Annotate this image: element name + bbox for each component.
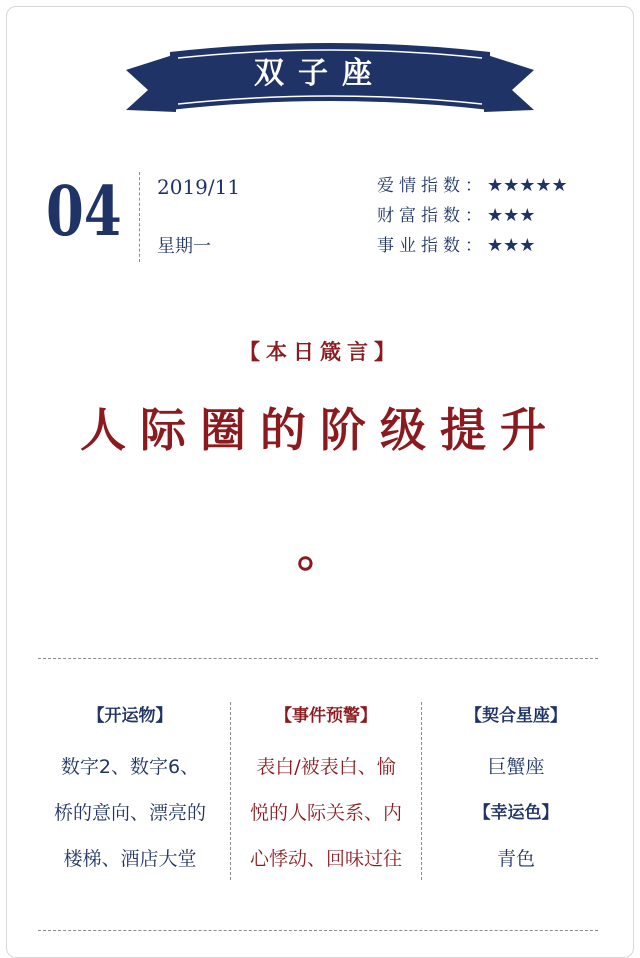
rating-love-stars: ★★★★★ xyxy=(487,175,568,196)
rating-career-label: 事业指数： xyxy=(377,236,487,256)
day-number: 04 xyxy=(46,172,122,252)
event-warning-line: 心悸动、回味过往 xyxy=(249,848,402,870)
rating-wealth xyxy=(377,202,535,230)
lucky-items-column xyxy=(40,700,220,882)
motto-label: 【本日箴言】 xyxy=(239,340,401,364)
rating-wealth-stars: ★★★ xyxy=(487,205,536,226)
rating-wealth-label: 财富指数： xyxy=(377,206,487,226)
weekday: 星期一 xyxy=(157,236,211,257)
rating-love xyxy=(377,172,568,200)
section-divider xyxy=(38,658,598,659)
bottom-divider xyxy=(38,930,598,931)
date-divider xyxy=(139,172,140,262)
column-divider xyxy=(230,702,231,880)
motto-text: 人际圈的阶级提升 xyxy=(80,403,560,457)
event-warning-column xyxy=(236,700,416,882)
event-warning-line: 悦的人际关系、内 xyxy=(249,802,402,824)
lucky-items-line: 数字2、数字6、 xyxy=(60,756,200,778)
rating-love-label: 爱情指数： xyxy=(377,176,487,196)
ribbon-right-tail xyxy=(484,54,534,112)
motto-end-mark: 。 xyxy=(297,523,343,577)
rating-career xyxy=(377,232,535,260)
zodiac-title: 双子座 xyxy=(254,56,386,91)
lucky-items-title: 【开运物】 xyxy=(87,706,173,726)
year-month: 2019/11 xyxy=(157,175,241,199)
event-warning-line: 表白/被表白、愉 xyxy=(256,756,396,778)
lucky-color-value: 青色 xyxy=(496,848,535,870)
ribbon-left-tail xyxy=(126,54,176,112)
lucky-items-line: 楼梯、酒店大堂 xyxy=(63,848,197,870)
match-sign-value: 巨蟹座 xyxy=(487,756,545,778)
rating-career-stars: ★★★ xyxy=(487,235,536,256)
match-sign-title: 【契合星座】 xyxy=(465,706,567,726)
lucky-color-title: 【幸运色】 xyxy=(473,803,559,823)
column-divider xyxy=(421,702,422,880)
lucky-items-line: 桥的意向、漂亮的 xyxy=(53,802,206,824)
match-column xyxy=(426,700,606,882)
event-warning-title: 【事件预警】 xyxy=(275,706,377,726)
